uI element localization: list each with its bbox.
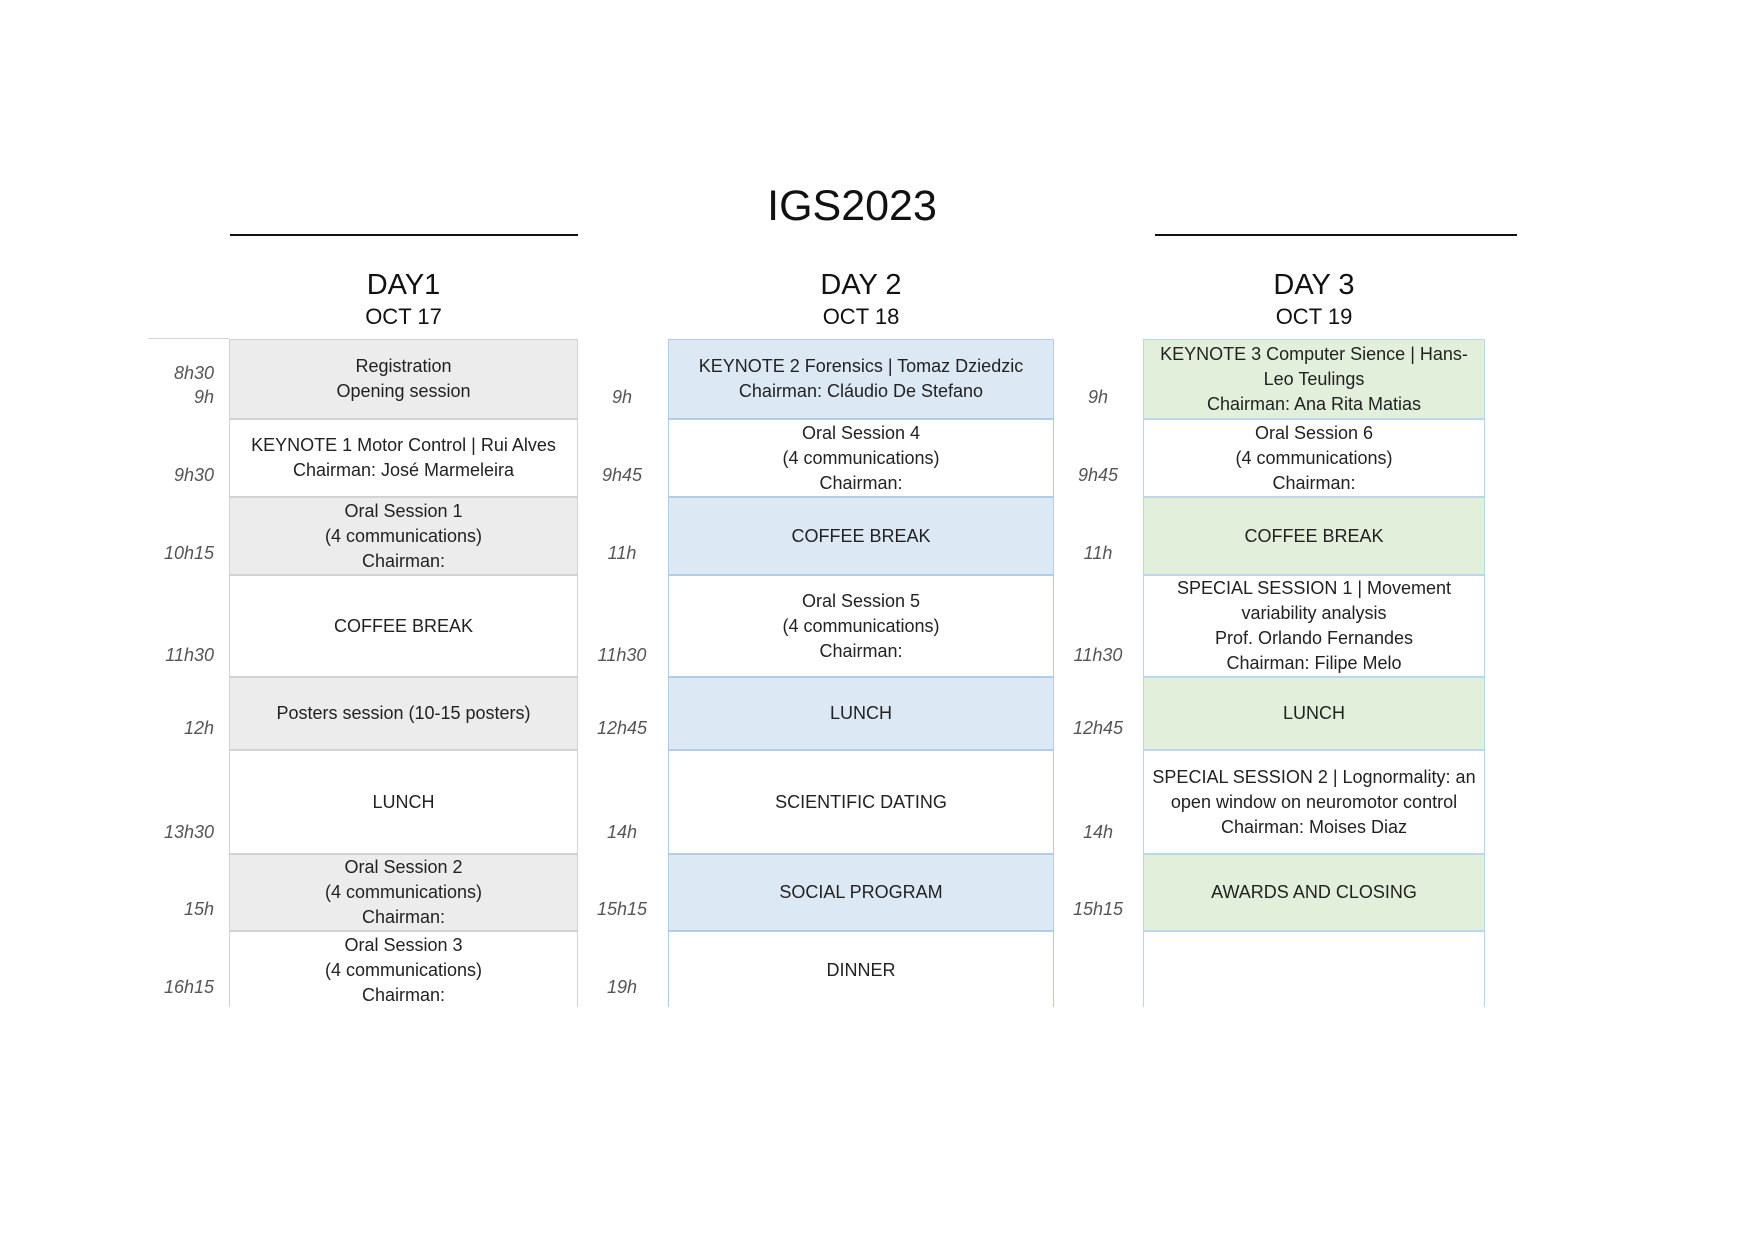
- session-cell: COFFEE BREAK: [669, 496, 1053, 574]
- time-label: 9h: [1087, 387, 1109, 407]
- time-label: 14h: [1082, 822, 1114, 842]
- divider: [148, 338, 229, 339]
- session-cell: Registration Opening session: [230, 340, 577, 418]
- session-cell: Oral Session 3 (4 communications) Chairman:: [230, 930, 577, 1008]
- time-label: 15h15: [596, 899, 648, 919]
- session-cell: COFFEE BREAK: [230, 574, 577, 676]
- day-header-3: [1143, 268, 1485, 332]
- session-cell: Oral Session 1 (4 communications) Chairman:: [230, 496, 577, 574]
- time-label: 16h15: [163, 977, 214, 997]
- session-cell: KEYNOTE 1 Motor Control | Rui Alves Chairman: José Marmeleira: [230, 418, 577, 496]
- time-label: 11h: [607, 543, 637, 563]
- session-cell: SPECIAL SESSION 2 | Lognormality: an open window on neuromotor control Chairman: Moises Diaz: [1144, 749, 1484, 853]
- day-label: DAY 3: [1273, 269, 1355, 301]
- session-cell: DINNER: [669, 930, 1053, 1008]
- time-label: 11h30: [597, 645, 647, 665]
- time-label: 9h45: [1077, 465, 1119, 485]
- session-cell: Posters session (10-15 posters): [230, 676, 577, 749]
- session-cell: AWARDS AND CLOSING: [1144, 853, 1484, 930]
- right-title-rule: [1155, 234, 1517, 236]
- session-cell: Oral Session 2 (4 communications) Chairman:: [230, 853, 577, 930]
- time-label: 15h: [183, 899, 214, 919]
- time-label: 11h30: [1073, 645, 1123, 665]
- session-cell: LUNCH: [669, 676, 1053, 749]
- time-label: 12h45: [596, 718, 648, 738]
- left-title-rule: [230, 234, 578, 236]
- session-cell: KEYNOTE 2 Forensics | Tomaz Dziedzic Chairman: Cláudio De Stefano: [669, 340, 1053, 418]
- session-cell: [1144, 930, 1484, 1008]
- time-label: 14h: [606, 822, 638, 842]
- session-cell: LUNCH: [230, 749, 577, 853]
- time-label: 9h: [611, 387, 633, 407]
- time-label: 11h30: [165, 645, 214, 665]
- session-cell: KEYNOTE 3 Computer Sience | Hans-Leo Teulings Chairman: Ana Rita Matias: [1144, 340, 1484, 418]
- session-cell: Oral Session 5 (4 communications) Chairman:: [669, 574, 1053, 676]
- time-label: 13h30: [163, 822, 214, 842]
- time-label: 10h15: [163, 543, 214, 563]
- session-cell: LUNCH: [1144, 676, 1484, 749]
- time-label: 19h: [606, 977, 638, 997]
- time-label: 11h: [1083, 543, 1113, 563]
- session-cell: Oral Session 4 (4 communications) Chairman:: [669, 418, 1053, 496]
- day-date: OCT 18: [822, 304, 900, 329]
- day-3-column: [1143, 339, 1485, 1007]
- day-header-1: [229, 268, 578, 332]
- time-label: 12h45: [1072, 718, 1124, 738]
- time-label: 15h15: [1072, 899, 1124, 919]
- time-label: 9h30: [173, 465, 214, 485]
- session-cell: SCIENTIFIC DATING: [669, 749, 1053, 853]
- time-label: 8h30 9h: [173, 363, 214, 407]
- day-label: DAY1: [366, 269, 441, 301]
- page-title: IGS2023: [767, 182, 937, 230]
- session-cell: Oral Session 6 (4 communications) Chairman:: [1144, 418, 1484, 496]
- time-label: 12h: [183, 718, 214, 738]
- day-date: OCT 17: [365, 304, 442, 329]
- day-header-2: [668, 268, 1054, 332]
- session-cell: COFFEE BREAK: [1144, 496, 1484, 574]
- day-1-column: [229, 339, 578, 1007]
- day-label: DAY 2: [820, 269, 902, 301]
- session-cell: SOCIAL PROGRAM: [669, 853, 1053, 930]
- session-cell: SPECIAL SESSION 1 | Movement variability analysis Prof. Orlando Fernandes Chairman: Filipe Melo: [1144, 574, 1484, 676]
- day-2-column: [668, 339, 1054, 1007]
- day-date: OCT 19: [1275, 304, 1353, 329]
- time-label: 9h45: [601, 465, 643, 485]
